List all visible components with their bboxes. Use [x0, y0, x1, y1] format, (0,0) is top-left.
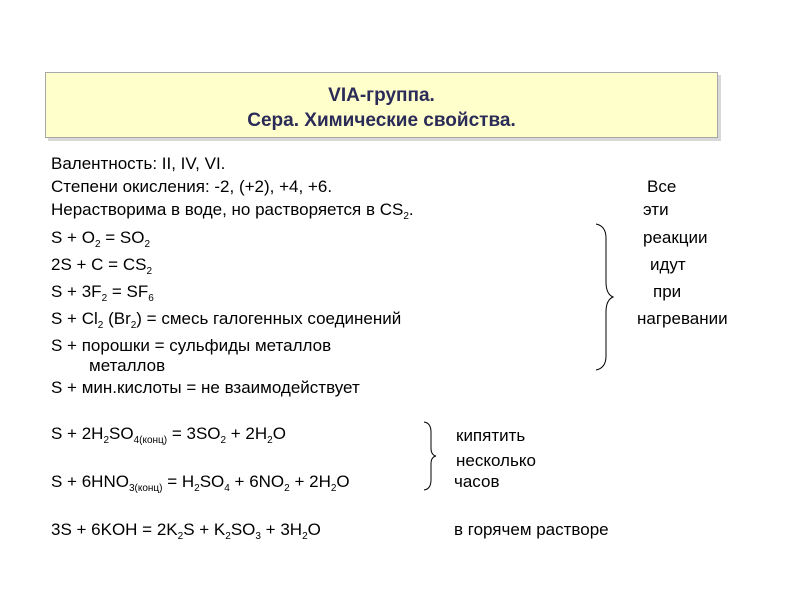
reaction-sulfuric-acid: $S + 2H_2SO_{4(конц)} = 3SO_2 + 2H_2O$ — [51, 424, 286, 446]
reaction-acids: S + мин.кислоты = не взаимодействует — [51, 378, 360, 397]
reaction-nitric-acid: $S + 6HNO_{3(конц)} = H_2SO_4 + 6NO_2 + 2H_2O$ — [51, 472, 350, 494]
title-line-2: Сера. Химические свойства. — [247, 110, 516, 131]
note-boil-1: кипятить — [456, 426, 526, 445]
reaction-metals: S + порошки = сульфиды металлов — [51, 336, 332, 355]
reaction-fluorine: $S + 3F_2 = SF_6$ — [51, 282, 154, 304]
reaction-koh: $3S + 6KOH = 2K_2S + K_2SO_3 + 3H_2O$ — [51, 520, 321, 542]
oxidation-states-text: Степени окисления: -2, (+2), +4, +6. — [51, 177, 333, 196]
title-box — [45, 72, 718, 138]
note-heating-6: нагревании — [637, 309, 728, 328]
reaction-metals-cont: металлов — [89, 356, 166, 375]
brace-boil — [422, 420, 438, 492]
valence-text: Валентность: II, IV, VI. — [51, 154, 226, 173]
note-boil-3: часов — [454, 472, 500, 491]
note-heating-1: Все — [647, 177, 677, 196]
note-boil-2: несколько — [456, 451, 536, 470]
note-hot-solution: в горячем растворе — [454, 520, 609, 539]
note-heating-3: реакции — [643, 228, 708, 247]
reaction-oxygen: $S + O_2 = SO_2$ — [51, 228, 150, 250]
solubility-text: Нерастворима в воде, но растворяется в $CS_2$. — [51, 200, 414, 222]
note-heating-2: эти — [643, 200, 669, 219]
note-heating-4: идут — [650, 255, 686, 274]
brace-heating — [594, 222, 614, 372]
reaction-carbon: $2S + C = CS_2$ — [51, 255, 152, 277]
note-heating-5: при — [653, 282, 682, 301]
title-line-1: VIA-группа. — [328, 85, 435, 106]
reaction-halogens: $S + Cl_2$ $(Br_2)$ = смесь галогенных соединений — [51, 309, 402, 331]
